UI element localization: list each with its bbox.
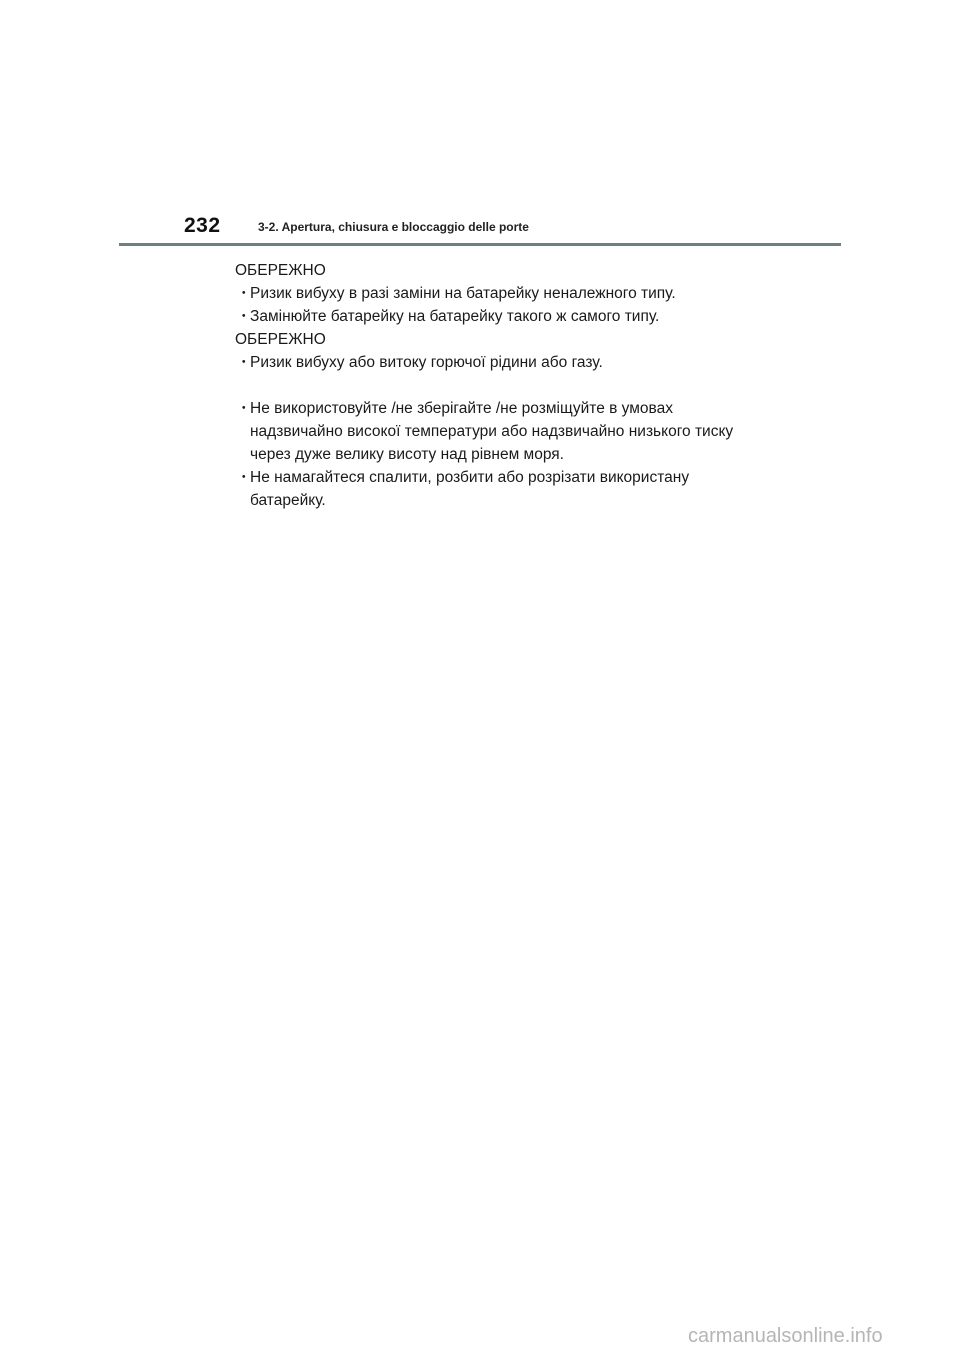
caution-heading-1: ОБЕРЕЖНО	[235, 262, 326, 279]
list-item-text: Не використовуйте /не зберігайте /не розміщуйте в умовах надзвичайно високої температури або надзвичайно низького тиску через дуже велику висоту над рівнем моря.	[250, 400, 734, 463]
list-item	[235, 305, 755, 328]
caution-heading-2: ОБЕРЕЖНО	[235, 331, 326, 348]
bullet-mark: ・	[236, 469, 252, 486]
spacer	[235, 374, 755, 397]
bullet-mark: ・	[236, 400, 252, 417]
bullet-mark: ・	[236, 308, 252, 325]
list-item	[235, 466, 755, 512]
header-rule	[119, 243, 841, 246]
page-content	[235, 259, 755, 512]
list-item	[235, 397, 755, 466]
list-item-text: Ризик вибуху в разі заміни на батарейку неналежного типу.	[250, 285, 676, 302]
bullet-mark: ・	[236, 354, 252, 371]
list-item	[235, 282, 755, 305]
list-item	[235, 351, 755, 374]
section-title: 3-2. Apertura, chiusura e bloccaggio delle porte	[258, 220, 529, 234]
list-item-text: Замінюйте батарейку на батарейку такого ж самого типу.	[250, 308, 660, 325]
list-item-text: Ризик вибуху або витоку горючої рідини або газу.	[250, 354, 603, 371]
bullet-mark: ・	[236, 285, 252, 302]
page-number: 232	[184, 214, 221, 237]
watermark: carmanualsonline.info	[688, 1325, 883, 1347]
list-item-text: Не намагайтеся спалити, розбити або розрізати використану батарейку.	[250, 469, 690, 509]
